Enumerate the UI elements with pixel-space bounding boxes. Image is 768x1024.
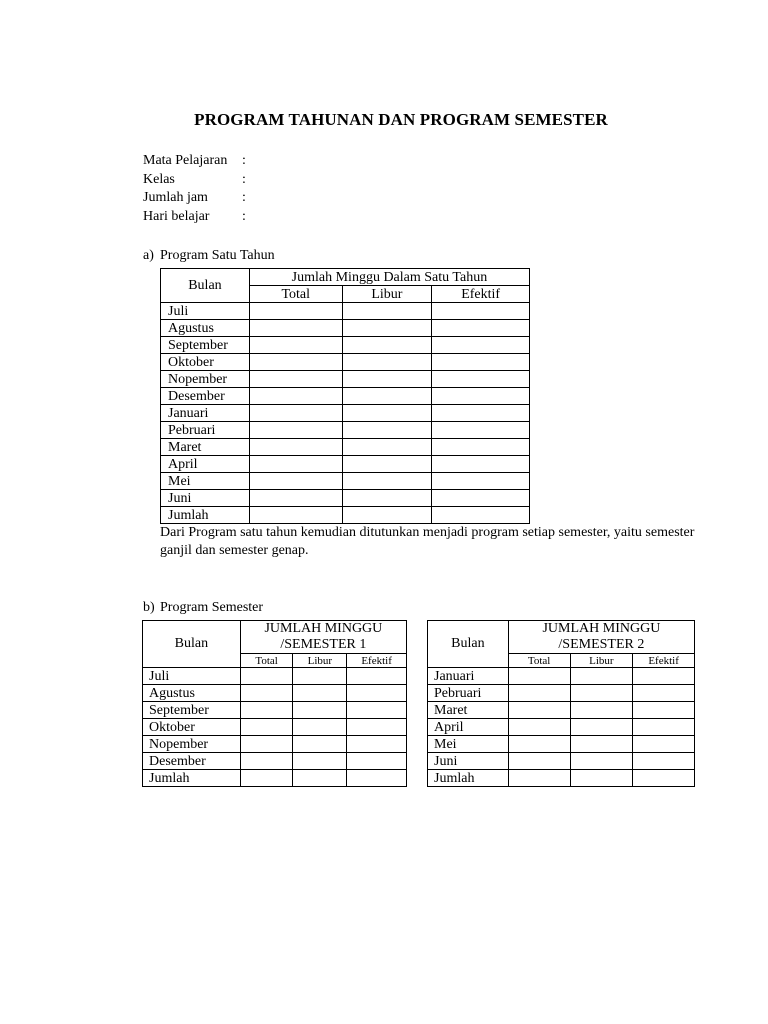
table-row (161, 405, 530, 422)
libur-cell (570, 685, 633, 702)
libur-cell (342, 405, 432, 422)
table-row (143, 736, 407, 753)
efektif-cell (432, 422, 530, 439)
table-row (161, 371, 530, 388)
section-title: Program Semester (160, 600, 264, 615)
section-title: Program Satu Tahun (160, 248, 275, 263)
table-row (161, 388, 530, 405)
efektif-cell (347, 685, 407, 702)
efektif-cell (432, 303, 530, 320)
libur-cell (570, 702, 633, 719)
libur-cell (293, 702, 347, 719)
libur-cell (570, 770, 633, 787)
libur-cell (342, 354, 432, 371)
libur-cell (342, 388, 432, 405)
libur-cell (293, 668, 347, 685)
total-cell (249, 507, 342, 524)
libur-cell (342, 456, 432, 473)
efektif-cell (432, 371, 530, 388)
total-cell (240, 719, 293, 736)
table-row-total (143, 770, 407, 787)
efektif-cell (432, 337, 530, 354)
total-cell (508, 736, 570, 753)
efektif-cell (347, 753, 407, 770)
month-cell: Maret (161, 439, 250, 456)
libur-cell (342, 473, 432, 490)
total-cell (240, 668, 293, 685)
total-cell (249, 490, 342, 507)
month-cell: Juli (161, 303, 250, 320)
total-cell (249, 473, 342, 490)
total-cell (240, 736, 293, 753)
column-header-libur: Libur (570, 654, 633, 668)
annual-program-note: Dari Program satu tahun kemudian ditutunkan menjadi program setiap semester, yaitu semester ganjil dan semester genap. (160, 525, 695, 558)
efektif-cell (633, 702, 695, 719)
semester-1-table (142, 620, 407, 787)
info-separator: : (242, 171, 246, 187)
total-cell (249, 422, 342, 439)
total-cell (249, 388, 342, 405)
table-row (428, 685, 695, 702)
libur-cell (293, 770, 347, 787)
table-row (161, 320, 530, 337)
table-row (161, 337, 530, 354)
month-cell: Agustus (161, 320, 250, 337)
info-label: Kelas (143, 171, 175, 187)
table-row (428, 753, 695, 770)
efektif-cell (432, 507, 530, 524)
libur-cell (570, 736, 633, 753)
month-cell: Maret (428, 702, 509, 719)
column-header-bulan: Bulan (143, 621, 241, 668)
total-cell (249, 337, 342, 354)
efektif-cell (432, 405, 530, 422)
table-row (161, 439, 530, 456)
month-cell: Agustus (143, 685, 241, 702)
month-cell: Pebruari (428, 685, 509, 702)
efektif-cell (347, 719, 407, 736)
efektif-cell (347, 668, 407, 685)
table-row-total (161, 507, 530, 524)
efektif-cell (432, 456, 530, 473)
total-cell (249, 354, 342, 371)
total-cell (249, 456, 342, 473)
efektif-cell (347, 702, 407, 719)
column-header-total: Total (508, 654, 570, 668)
efektif-cell (633, 685, 695, 702)
total-cell (240, 770, 293, 787)
month-cell: Desember (161, 388, 250, 405)
table-row (161, 354, 530, 371)
libur-cell (342, 507, 432, 524)
total-cell (240, 702, 293, 719)
info-separator: : (242, 190, 246, 205)
libur-cell (342, 439, 432, 456)
month-cell: Jumlah (143, 770, 241, 787)
column-header-total: Total (249, 286, 342, 303)
month-cell: Januari (161, 405, 250, 422)
table-row (161, 303, 530, 320)
column-group-header: JUMLAH MINGGU /SEMESTER 1 (240, 621, 406, 654)
column-header-libur: Libur (342, 286, 432, 303)
table-row (428, 736, 695, 753)
table-row (428, 719, 695, 736)
libur-cell (293, 719, 347, 736)
efektif-cell (432, 388, 530, 405)
total-cell (240, 753, 293, 770)
efektif-cell (432, 490, 530, 507)
table-row (428, 668, 695, 685)
month-cell: Nopember (143, 736, 241, 753)
section-marker: b) (143, 600, 155, 615)
month-cell: Juni (428, 753, 509, 770)
efektif-cell (432, 473, 530, 490)
table-row (143, 702, 407, 719)
table-row (161, 490, 530, 507)
efektif-cell (633, 719, 695, 736)
libur-cell (570, 668, 633, 685)
libur-cell (570, 753, 633, 770)
libur-cell (342, 303, 432, 320)
info-row-jumlah-jam (143, 189, 246, 208)
libur-cell (293, 685, 347, 702)
efektif-cell (347, 770, 407, 787)
total-cell (240, 685, 293, 702)
info-block (143, 152, 246, 226)
table-row (143, 719, 407, 736)
column-header-efektif: Efektif (432, 286, 530, 303)
libur-cell (342, 490, 432, 507)
page-title: PROGRAM TAHUNAN DAN PROGRAM SEMESTER (194, 110, 608, 129)
section-a-heading (143, 248, 275, 264)
total-cell (249, 303, 342, 320)
libur-cell (293, 736, 347, 753)
column-header-total: Total (240, 654, 293, 668)
month-cell: Jumlah (428, 770, 509, 787)
info-label: Mata Pelajaran (143, 153, 228, 168)
libur-cell (342, 422, 432, 439)
section-b-heading (143, 600, 263, 616)
efektif-cell (347, 736, 407, 753)
table-row (143, 753, 407, 770)
month-cell: April (161, 456, 250, 473)
info-separator: : (242, 153, 246, 168)
info-label: Hari belajar (143, 208, 210, 224)
table-row (428, 702, 695, 719)
total-cell (508, 685, 570, 702)
table-row (161, 422, 530, 439)
month-cell: Desember (143, 753, 241, 770)
month-cell: Nopember (161, 371, 250, 388)
total-cell (508, 668, 570, 685)
column-header-bulan: Bulan (161, 269, 250, 303)
table-row-total (428, 770, 695, 787)
section-marker: a) (143, 248, 154, 263)
month-cell: Pebruari (161, 422, 250, 439)
month-cell: Jumlah (161, 507, 250, 524)
efektif-cell (633, 736, 695, 753)
total-cell (508, 753, 570, 770)
efektif-cell (432, 354, 530, 371)
column-group-header: JUMLAH MINGGU /SEMESTER 2 (508, 621, 694, 654)
month-cell: September (143, 702, 241, 719)
month-cell: Oktober (161, 354, 250, 371)
efektif-cell (633, 770, 695, 787)
total-cell (508, 702, 570, 719)
column-header-efektif: Efektif (633, 654, 695, 668)
annual-program-table (160, 268, 530, 524)
month-cell: Mei (161, 473, 250, 490)
efektif-cell (633, 753, 695, 770)
month-cell: Oktober (143, 719, 241, 736)
libur-cell (342, 320, 432, 337)
table-row (161, 473, 530, 490)
info-separator: : (242, 208, 246, 224)
total-cell (508, 719, 570, 736)
efektif-cell (432, 439, 530, 456)
month-cell: September (161, 337, 250, 354)
month-cell: April (428, 719, 509, 736)
info-label: Jumlah jam (143, 190, 208, 205)
column-header-libur: Libur (293, 654, 347, 668)
month-cell: Juni (161, 490, 250, 507)
libur-cell (342, 337, 432, 354)
efektif-cell (432, 320, 530, 337)
info-row-hari-belajar (143, 208, 246, 227)
column-group-header: Jumlah Minggu Dalam Satu Tahun (249, 269, 529, 286)
semester-2-table (427, 620, 695, 787)
total-cell (249, 439, 342, 456)
total-cell (249, 405, 342, 422)
table-row (161, 456, 530, 473)
total-cell (249, 371, 342, 388)
month-cell: Januari (428, 668, 509, 685)
info-row-kelas (143, 171, 246, 190)
libur-cell (293, 753, 347, 770)
column-header-efektif: Efektif (347, 654, 407, 668)
info-row-mata-pelajaran (143, 152, 246, 171)
table-row (143, 668, 407, 685)
libur-cell (570, 719, 633, 736)
libur-cell (342, 371, 432, 388)
month-cell: Juli (143, 668, 241, 685)
total-cell (249, 320, 342, 337)
table-row (143, 685, 407, 702)
efektif-cell (633, 668, 695, 685)
column-header-bulan: Bulan (428, 621, 509, 668)
total-cell (508, 770, 570, 787)
month-cell: Mei (428, 736, 509, 753)
